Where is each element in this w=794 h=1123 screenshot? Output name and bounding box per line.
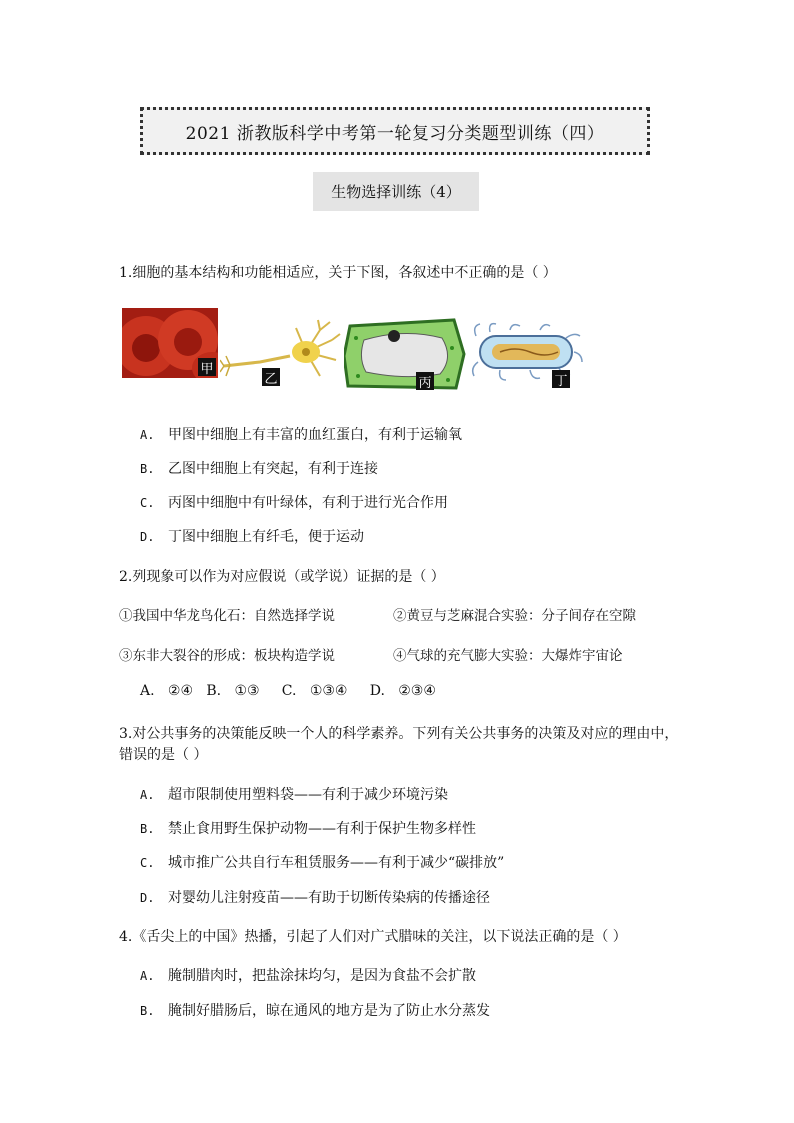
option-letter: D. [140, 530, 155, 544]
option-letter: C. [140, 496, 155, 510]
q4-option-a [140, 965, 476, 985]
option-text: 甲图中细胞上有丰富的血红蛋白，有利于运输氧 [168, 427, 462, 443]
figure-label-bing: 丙 [416, 372, 434, 390]
q2-item-4: ④气球的充气膨大实验：大爆炸宇宙论 [393, 648, 623, 664]
figure-label-jia: 甲 [198, 358, 216, 376]
question-4-stem: 4.《舌尖上的中国》热播，引起了人们对广式腊味的关注，以下说法正确的是（ ） [119, 929, 627, 945]
q2-item-1: ①我国中华龙鸟化石：自然选择学说 [119, 608, 335, 624]
option-text: 丁图中细胞上有纤毛，便于运动 [168, 529, 364, 545]
q1-option-c [140, 492, 448, 512]
question-1-stem: 1.细胞的基本结构和功能相适应，关于下图，各叙述中不正确的是（ ） [119, 265, 557, 281]
q2-item-3: ③东非大裂谷的形成：板块构造学说 [119, 648, 335, 664]
option-letter: B. [140, 462, 155, 476]
option-text: 超市限制使用塑料袋——有利于减少环境污染 [168, 787, 448, 803]
figure-label-ding: 丁 [552, 370, 570, 388]
option-text: 乙图中细胞上有突起，有利于连接 [168, 461, 378, 477]
option-letter: C. [140, 856, 155, 870]
q2-item-2: ②黄豆与芝麻混合实验：分子间存在空隙 [393, 608, 636, 624]
neuron-image [220, 316, 342, 384]
option-letter: B. [140, 822, 155, 836]
option-letter: D. [140, 891, 155, 905]
option-letter: B. [140, 1004, 155, 1018]
option-text: 腌制好腊肠后，晾在通风的地方是为了防止水分蒸发 [168, 1003, 490, 1019]
q1-option-a [140, 424, 462, 444]
q3-option-c [140, 852, 504, 872]
figure-label-yi: 乙 [262, 368, 280, 386]
option-text: 腌制腊肉时，把盐涂抹均匀，是因为食盐不会扩散 [168, 968, 476, 984]
option-text: 禁止食用野生保护动物——有利于保护生物多样性 [168, 821, 476, 837]
option-letter: A. [140, 788, 155, 802]
option-text: 对婴幼儿注射疫苗——有助于切断传染病的传播途径 [168, 890, 490, 906]
q1-option-d [140, 526, 364, 546]
q3-option-d [140, 887, 490, 907]
option-text: 丙图中细胞中有叶绿体，有利于进行光合作用 [168, 495, 448, 511]
document-title: 2021 浙教版科学中考第一轮复习分类题型训练（四） [185, 123, 605, 144]
q3-option-a [140, 784, 448, 804]
option-letter: A. [140, 969, 155, 983]
cell-figures [122, 308, 588, 390]
q2-choices: A. ②④ B. ①③ C. ①③④ D. ②③④ [140, 683, 436, 699]
option-text: 城市推广公共自行车租赁服务——有利于减少“碳排放” [168, 855, 505, 871]
q1-option-b [140, 458, 378, 478]
q4-option-b [140, 1000, 490, 1020]
q3-option-b [140, 818, 476, 838]
plant-cell-image [344, 318, 466, 390]
section-subtitle-box [313, 172, 479, 211]
question-2-stem: 2.列现象可以作为对应假说（或学说）证据的是（ ） [119, 569, 445, 585]
question-3-stem-line-2: 错误的是（ ） [119, 747, 208, 763]
option-letter: A. [140, 428, 155, 442]
question-3-stem-line-1: 3.对公共事务的决策能反映一个人的科学素养。下列有关公共事务的决策及对应的理由中， [119, 726, 679, 742]
document-title-box [140, 107, 650, 155]
section-subtitle: 生物选择训练（4） [331, 183, 461, 201]
